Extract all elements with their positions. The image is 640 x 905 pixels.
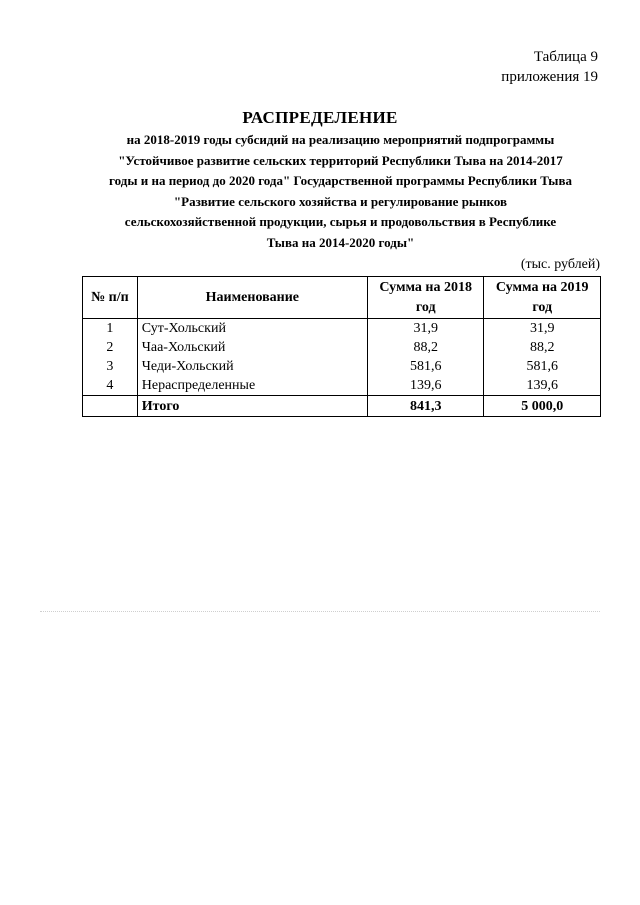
reference-block — [398, 47, 598, 87]
header-sum-2019: Сумма на 2019 год — [484, 277, 601, 319]
subtitle-line: на 2018-2019 годы субсидий на реализацию мероприятий подпрограммы — [126, 132, 555, 147]
table-row — [83, 376, 601, 396]
distribution-table — [82, 276, 601, 417]
subtitle-line: "Развитие сельского хозяйства и регулирование рынков — [173, 193, 508, 209]
header-sum-2018: Сумма на 2018 год — [367, 277, 484, 319]
table-row — [83, 319, 601, 339]
table-total-row — [83, 396, 601, 417]
subtitle-line: "Устойчивое развитие сельских территорий Республики Тыва на 2014-2017 — [118, 152, 563, 168]
row-sum-2019: 88,2 — [484, 338, 601, 357]
total-sum-2018: 841,3 — [367, 396, 484, 417]
row-number: 1 — [83, 319, 138, 339]
subtitle-line: сельскохозяйственной продукции, сырья и продовольствия в Республике — [124, 214, 557, 229]
subtitle-line: годы и на период до 2020 года" Государственной программы Республики Тыва — [109, 173, 572, 188]
table-header-row — [83, 277, 601, 319]
row-number: 4 — [83, 376, 138, 396]
reference-appendix-number: приложения 19 — [501, 69, 598, 85]
row-name: Нераспределенные — [137, 376, 367, 396]
row-name: Чаа-Хольский — [137, 338, 367, 357]
row-sum-2019: 139,6 — [484, 376, 601, 396]
row-sum-2018: 581,6 — [367, 357, 484, 376]
row-sum-2019: 581,6 — [484, 357, 601, 376]
total-sum-2019: 5 000,0 — [484, 396, 601, 417]
row-sum-2018: 31,9 — [367, 319, 484, 339]
row-sum-2019: 31,9 — [484, 319, 601, 339]
row-name: Сут-Хольский — [137, 319, 367, 339]
scan-artifact-divider — [40, 611, 600, 613]
total-number-cell — [83, 396, 138, 417]
document-title: РАСПРЕДЕЛЕНИЕ — [242, 108, 398, 127]
header-number: № п/п — [83, 277, 138, 319]
row-sum-2018: 139,6 — [367, 376, 484, 396]
subtitle-line: Тыва на 2014-2020 годы" — [266, 234, 415, 250]
document-subtitle — [88, 130, 593, 253]
reference-table-number: Таблица 9 — [533, 49, 598, 65]
table-row — [83, 338, 601, 357]
header-name: Наименование — [137, 277, 367, 319]
row-number: 3 — [83, 357, 138, 376]
total-label: Итого — [137, 396, 367, 417]
table-row — [83, 357, 601, 376]
row-name: Чеди-Хольский — [137, 357, 367, 376]
row-sum-2018: 88,2 — [367, 338, 484, 357]
row-number: 2 — [83, 338, 138, 357]
unit-label: (тыс. рублей) — [520, 257, 600, 272]
